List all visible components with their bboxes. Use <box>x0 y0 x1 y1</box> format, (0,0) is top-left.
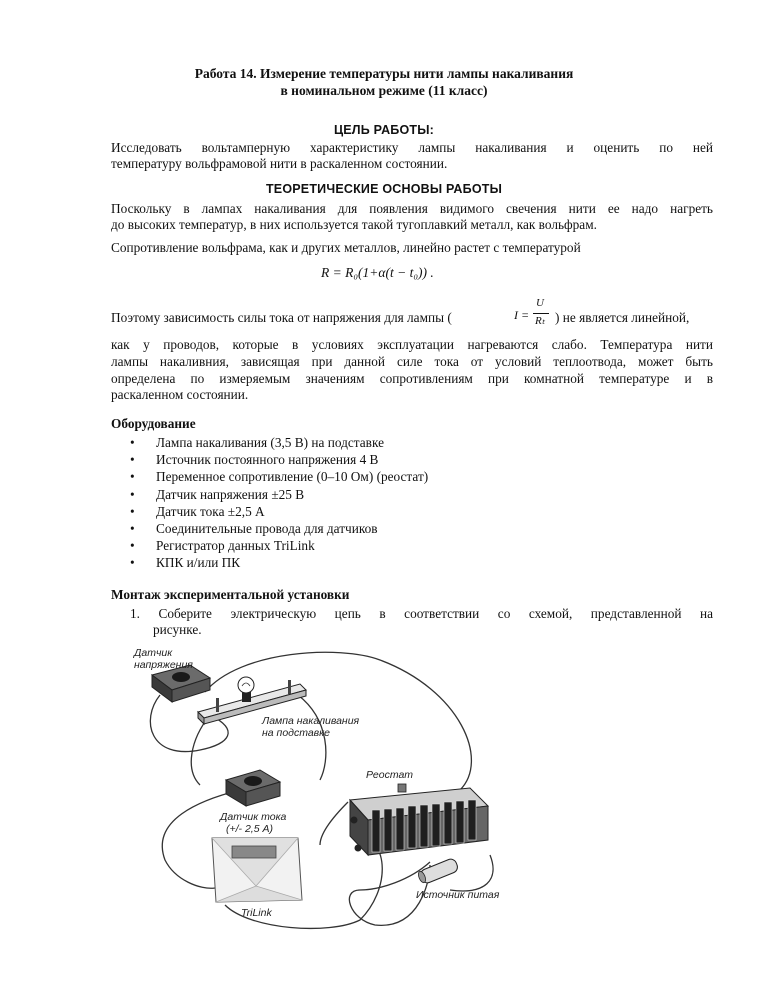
circuit-diagram <box>130 640 510 940</box>
ohm-law-numerator: U <box>536 297 544 309</box>
equipment-heading: Оборудование <box>111 416 196 431</box>
document-title-line2: в номинальном режиме (11 класс) <box>280 83 488 98</box>
theory-para4-line2: лампы накаливния, зависящая при данной силе тока от условий теплоотвода, может быть <box>111 354 713 369</box>
theory-para3-after: ) не является линейной, <box>555 310 690 325</box>
theory-para3-before: Поэтому зависимость силы тока от напряжения для лампы ( <box>111 310 452 325</box>
current-sensor <box>226 770 280 806</box>
theory-para1-line2: до высоких температур, в них используется такой тугоплавкий металл, как вольфрам. <box>111 217 597 232</box>
goal-text-line1: Исследовать вольтамперную характеристику лампы накаливания и оценить по ней <box>111 140 713 155</box>
equipment-item: • Соединительные провода для датчиков <box>128 520 428 537</box>
goal-heading: ЦЕЛЬ РАБОТЫ: <box>333 123 435 137</box>
assembly-step1-line2: рисунке. <box>153 622 202 637</box>
trilink-label: TriLink <box>241 907 272 919</box>
power-source-label: Источник питая <box>416 889 500 901</box>
ohm-law-denominator: Rₜ <box>535 315 545 327</box>
resistance-formula: R = R₀(1+α(t − t₀)) . <box>321 265 434 280</box>
current-sensor-label-line1: Датчик тока <box>220 811 287 823</box>
equipment-item: • Источник постоянного напряжения 4 В <box>128 451 428 468</box>
voltage-sensor-label-line2: напряжения <box>134 659 193 671</box>
voltage-sensor-label-line1: Датчик <box>134 647 173 659</box>
theory-para4-line3: определена по измеряемым значениям сопротивлениям при комнатной температуре и в <box>111 371 713 386</box>
equipment-item: • Датчик напряжения ±25 В <box>128 486 428 503</box>
theory-para4-line1: как у проводов, которые в условиях эксплуатации нагреваются слабо. Температура нити <box>111 337 713 352</box>
lamp-label-line1: Лампа накаливания <box>262 715 360 727</box>
theory-heading: ТЕОРЕТИЧЕСКИЕ ОСНОВЫ РАБОТЫ <box>265 182 503 196</box>
equipment-list <box>128 434 428 572</box>
rheostat <box>350 784 488 855</box>
equipment-item: • Датчик тока ±2,5 А <box>128 503 428 520</box>
assembly-heading: Монтаж экспериментальной установки <box>111 587 350 602</box>
theory-para4-line4: раскаленном состоянии. <box>111 387 249 402</box>
rheostat-label: Реостат <box>366 769 414 781</box>
equipment-item: • Переменное сопротивление (0–10 Ом) (реостат) <box>128 468 428 485</box>
equipment-item: • КПК и/или ПК <box>128 554 428 571</box>
trilink-logger <box>212 838 302 902</box>
lamp-label-line2: на подставке <box>262 727 330 739</box>
theory-para2: Сопротивление вольфрама, как и других металлов, линейно растет с температурой <box>111 240 581 255</box>
equipment-item: • Регистратор данных TriLink <box>128 537 428 554</box>
goal-text-line2: температуру вольфрамовой нити в раскаленном состоянии. <box>111 156 448 171</box>
power-source <box>417 857 459 884</box>
equipment-item: • Лампа накаливания (3,5 В) на подставке <box>128 434 428 451</box>
assembly-step1-line1: 1. Соберите электрическую цепь в соответствии со схемой, представленной на <box>130 606 713 621</box>
current-sensor-label-line2: (+/- 2,5 А) <box>226 823 273 835</box>
document-title-line1: Работа 14. Измерение температуры нити лампы накаливания <box>194 66 574 81</box>
theory-para1-line1: Поскольку в лампах накаливания для появления видимого свечения нити ее надо нагреть <box>111 201 713 216</box>
ohm-law-i: I = <box>514 308 530 322</box>
